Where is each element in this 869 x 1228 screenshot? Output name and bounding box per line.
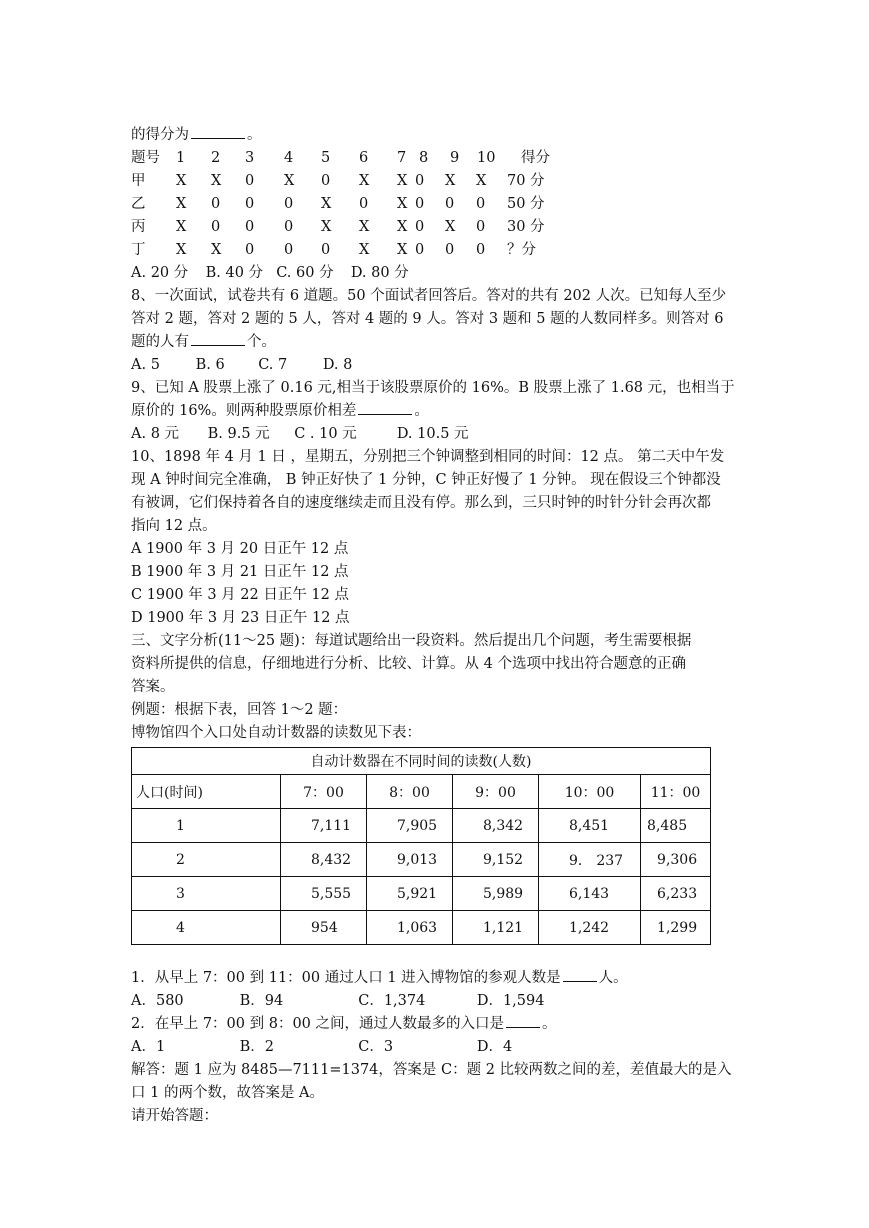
- entrance-cell: 3: [132, 877, 281, 911]
- score-mark: X: [476, 173, 487, 189]
- score-mark: X: [359, 219, 370, 235]
- q10-option: B 1900 年 3 月 21 日正午 12 点: [131, 564, 349, 580]
- score-mark: X: [397, 242, 408, 258]
- score-mark: X: [176, 242, 187, 258]
- value-cell: 5,921: [367, 877, 453, 911]
- score-mark: X: [445, 173, 456, 189]
- museum-table: [131, 747, 711, 945]
- time-header: 10：00: [539, 775, 641, 809]
- score-mark: 0: [245, 219, 255, 235]
- document-page: [131, 124, 741, 1128]
- table-row: [132, 877, 711, 911]
- score-mark: 6: [359, 150, 369, 166]
- time-header: 8：00: [367, 775, 453, 809]
- value-cell: 9,013: [367, 843, 453, 877]
- q7-options: [131, 262, 741, 285]
- section3-line: 资料所提供的信息，仔细地进行分析、比较、计算。从 4 个选项中找出符合题意的正确: [131, 656, 686, 672]
- score-mark: 0: [321, 173, 331, 189]
- answer-blank: [191, 124, 245, 139]
- option: D. 8: [322, 357, 353, 373]
- option: C．3: [358, 1039, 394, 1055]
- value-cell: 1,242: [539, 911, 641, 945]
- score-table-row: [131, 170, 741, 193]
- example-question-2: 2．在早上 7：00 到 8：00 之间，通过人数最多的入口是 。: [131, 1013, 741, 1036]
- q10-option: A 1900 年 3 月 20 日正午 12 点: [131, 541, 349, 557]
- q10-line: 指向 12 点。: [131, 518, 217, 534]
- value-cell: 8,485: [641, 809, 711, 843]
- answer-blank: [563, 967, 597, 982]
- option: D．4: [476, 1039, 513, 1055]
- q10-option: D 1900 年 3 月 23 日正午 12 点: [131, 610, 350, 626]
- value-cell: 954: [281, 911, 367, 945]
- score-mark: X: [284, 173, 295, 189]
- row-label-header: 人口(时间): [132, 775, 281, 809]
- value-cell: 1,299: [641, 911, 711, 945]
- score-table-header: [131, 147, 741, 170]
- score-mark: 0: [476, 242, 486, 258]
- table-title-row: [132, 748, 711, 775]
- q10-line: 有被调，它们保持着各自的速度继续走而且没有停。那么到，三只时钟的时针分针会再次都: [131, 495, 711, 511]
- value-cell: 9,306: [641, 843, 711, 877]
- score-cell: 30 分: [507, 219, 545, 235]
- intro-line: 的得分为 。: [131, 124, 741, 147]
- score-mark: X: [359, 173, 370, 189]
- score-row-label: 乙: [131, 196, 146, 212]
- score-mark: 0: [211, 219, 221, 235]
- example-title: 例题：根据下表，回答 1～2 题：: [131, 702, 348, 718]
- score-mark: X: [176, 196, 187, 212]
- section3-line: 三、文字分析(11～25 题)：每道试题给出一段资料。然后提出几个问题，考生需要根据: [131, 633, 692, 649]
- score-mark: X: [321, 219, 332, 235]
- score-mark: 0: [415, 196, 425, 212]
- q8-line: 题的人有 个。: [131, 331, 741, 354]
- score-table: [131, 147, 741, 262]
- option: A．580: [131, 993, 184, 1009]
- score-mark: X: [397, 219, 408, 235]
- score-mark: X: [445, 219, 456, 235]
- option: B. 9.5 元: [207, 426, 270, 442]
- score-mark: 1: [176, 150, 186, 166]
- score-mark: X: [359, 242, 370, 258]
- table-header-row: [132, 775, 711, 809]
- score-mark: 2: [211, 150, 221, 166]
- value-cell: 1,121: [453, 911, 539, 945]
- score-mark: 9: [450, 150, 460, 166]
- q10-line: 现 A 钟时间完全准确， B 钟正好快了 1 分钟，C 钟正好慢了 1 分钟。 现在假设三个钟都没: [131, 472, 721, 488]
- option: C. 7: [258, 357, 288, 373]
- answer-line: 口 1 的两个数，故答案是 A。: [131, 1085, 325, 1101]
- score-mark: 0: [415, 173, 425, 189]
- score-row-label: 题号: [131, 150, 160, 166]
- value-cell: 8,432: [281, 843, 367, 877]
- score-table-row: [131, 193, 741, 216]
- q10-line: 10、1898 年 4 月 1 日 ，星期五，分别把三个钟调整到相同的时间：12 点。 第二天中午发: [131, 449, 725, 465]
- value-cell: 7,905: [367, 809, 453, 843]
- example-q1-options: [131, 990, 741, 1013]
- score-mark: 0: [476, 219, 486, 235]
- score-mark: 0: [284, 196, 294, 212]
- option: C．1,374: [358, 993, 426, 1009]
- score-mark: 0: [245, 173, 255, 189]
- score-mark: X: [321, 196, 332, 212]
- option: A. 20 分: [131, 265, 189, 281]
- value-cell: 9,152: [453, 843, 539, 877]
- score-mark: 0: [445, 242, 455, 258]
- answer-blank: [191, 331, 245, 346]
- score-mark: 0: [245, 196, 255, 212]
- score-mark: X: [176, 173, 187, 189]
- time-header: 11：00: [641, 775, 711, 809]
- option: A．1: [131, 1039, 166, 1055]
- score-mark: 5: [321, 150, 331, 166]
- score-row-label: 丙: [131, 219, 146, 235]
- value-cell: 8,451: [539, 809, 641, 843]
- score-mark: X: [211, 242, 222, 258]
- example-q2-options: [131, 1036, 741, 1059]
- score-mark: 0: [445, 196, 455, 212]
- value-cell: 7,111: [281, 809, 367, 843]
- score-mark: 0: [415, 242, 425, 258]
- table-title: 自动计数器在不同时间的读数(人数): [132, 748, 711, 775]
- score-mark: 8: [419, 150, 429, 166]
- option: D. 10.5 元: [396, 426, 469, 442]
- q9-line: 9、已知 A 股票上涨了 0.16 元,相当于该股票原价的 16%。B 股票上涨了 1.68 元，也相当于: [131, 380, 735, 396]
- entrance-cell: 4: [132, 911, 281, 945]
- score-mark: 0: [211, 196, 221, 212]
- value-cell: 6,233: [641, 877, 711, 911]
- score-mark: 4: [284, 150, 294, 166]
- score-mark: 0: [415, 219, 425, 235]
- table-row: [132, 809, 711, 843]
- time-header: 9：00: [453, 775, 539, 809]
- answer-line: 解答：题 1 应为 8485—7111=1374，答案是 C：题 2 比较两数之间的差，差值最大的是入: [131, 1062, 732, 1078]
- answer-blank: [506, 1013, 540, 1028]
- option: D．1,594: [476, 993, 545, 1009]
- score-mark: X: [176, 219, 187, 235]
- value-cell: 8,342: [453, 809, 539, 843]
- table-intro: 博物馆四个入口处自动计数器的读数见下表：: [131, 725, 421, 741]
- score-mark: 7: [397, 150, 407, 166]
- score-table-row: [131, 239, 741, 262]
- value-cell: 5,555: [281, 877, 367, 911]
- score-mark: 0: [321, 242, 331, 258]
- q8-line: 答对 2 题，答对 2 题的 5 人，答对 4 题的 9 人。答对 3 题和 5 题的人数同样多。则答对 6: [131, 311, 724, 327]
- option: C. 60 分: [276, 265, 334, 281]
- q8-options: [131, 354, 741, 377]
- score-mark: 0: [245, 242, 255, 258]
- table-row: [132, 911, 711, 945]
- score-row-label: 甲: [131, 173, 146, 189]
- option: B. 6: [195, 357, 225, 373]
- value-cell: 6,143: [539, 877, 641, 911]
- answer-blank: [358, 400, 412, 415]
- score-mark: 0: [284, 242, 294, 258]
- q8-line: 8、一次面试，试卷共有 6 道题。50 个面试者回答后。答对的共有 202 人次。已知每人至少: [131, 288, 727, 304]
- value-cell: 5,989: [453, 877, 539, 911]
- score-mark: X: [397, 196, 408, 212]
- q9-line: 原价的 16%。则两种股票原价相差 。: [131, 400, 741, 423]
- entrance-cell: 2: [132, 843, 281, 877]
- value-cell: 9． 237: [539, 843, 641, 877]
- score-cell: 50 分: [507, 196, 545, 212]
- example-question-1: 1．从早上 7：00 到 11：00 通过人口 1 进入博物馆的参观人数是 人。: [131, 967, 741, 990]
- value-cell: 1,063: [367, 911, 453, 945]
- score-mark: 0: [476, 196, 486, 212]
- score-cell: ？分: [507, 242, 536, 258]
- option: C . 10 元: [294, 426, 357, 442]
- option: B. 40 分: [205, 265, 264, 281]
- score-table-row: [131, 216, 741, 239]
- score-row-label: 丁: [131, 242, 146, 258]
- score-cell: 得分: [521, 150, 550, 166]
- start-text: 请开始答题：: [131, 1108, 218, 1124]
- score-mark: 3: [245, 150, 255, 166]
- q9-options: [131, 423, 741, 446]
- time-header: 7：00: [281, 775, 367, 809]
- option: A. 8 元: [131, 426, 180, 442]
- score-mark: 10: [477, 150, 496, 166]
- score-mark: X: [211, 173, 222, 189]
- score-mark: 0: [284, 219, 294, 235]
- option: D. 80 分: [350, 265, 409, 281]
- table-row: [132, 843, 711, 877]
- section3-line: 答案。: [131, 679, 175, 695]
- score-mark: X: [397, 173, 408, 189]
- q10-option: C 1900 年 3 月 22 日正午 12 点: [131, 587, 349, 603]
- score-cell: 70 分: [507, 173, 545, 189]
- score-mark: 0: [359, 196, 369, 212]
- option: B．94: [239, 993, 284, 1009]
- option: A. 5: [131, 357, 160, 373]
- option: B．2: [239, 1039, 274, 1055]
- entrance-cell: 1: [132, 809, 281, 843]
